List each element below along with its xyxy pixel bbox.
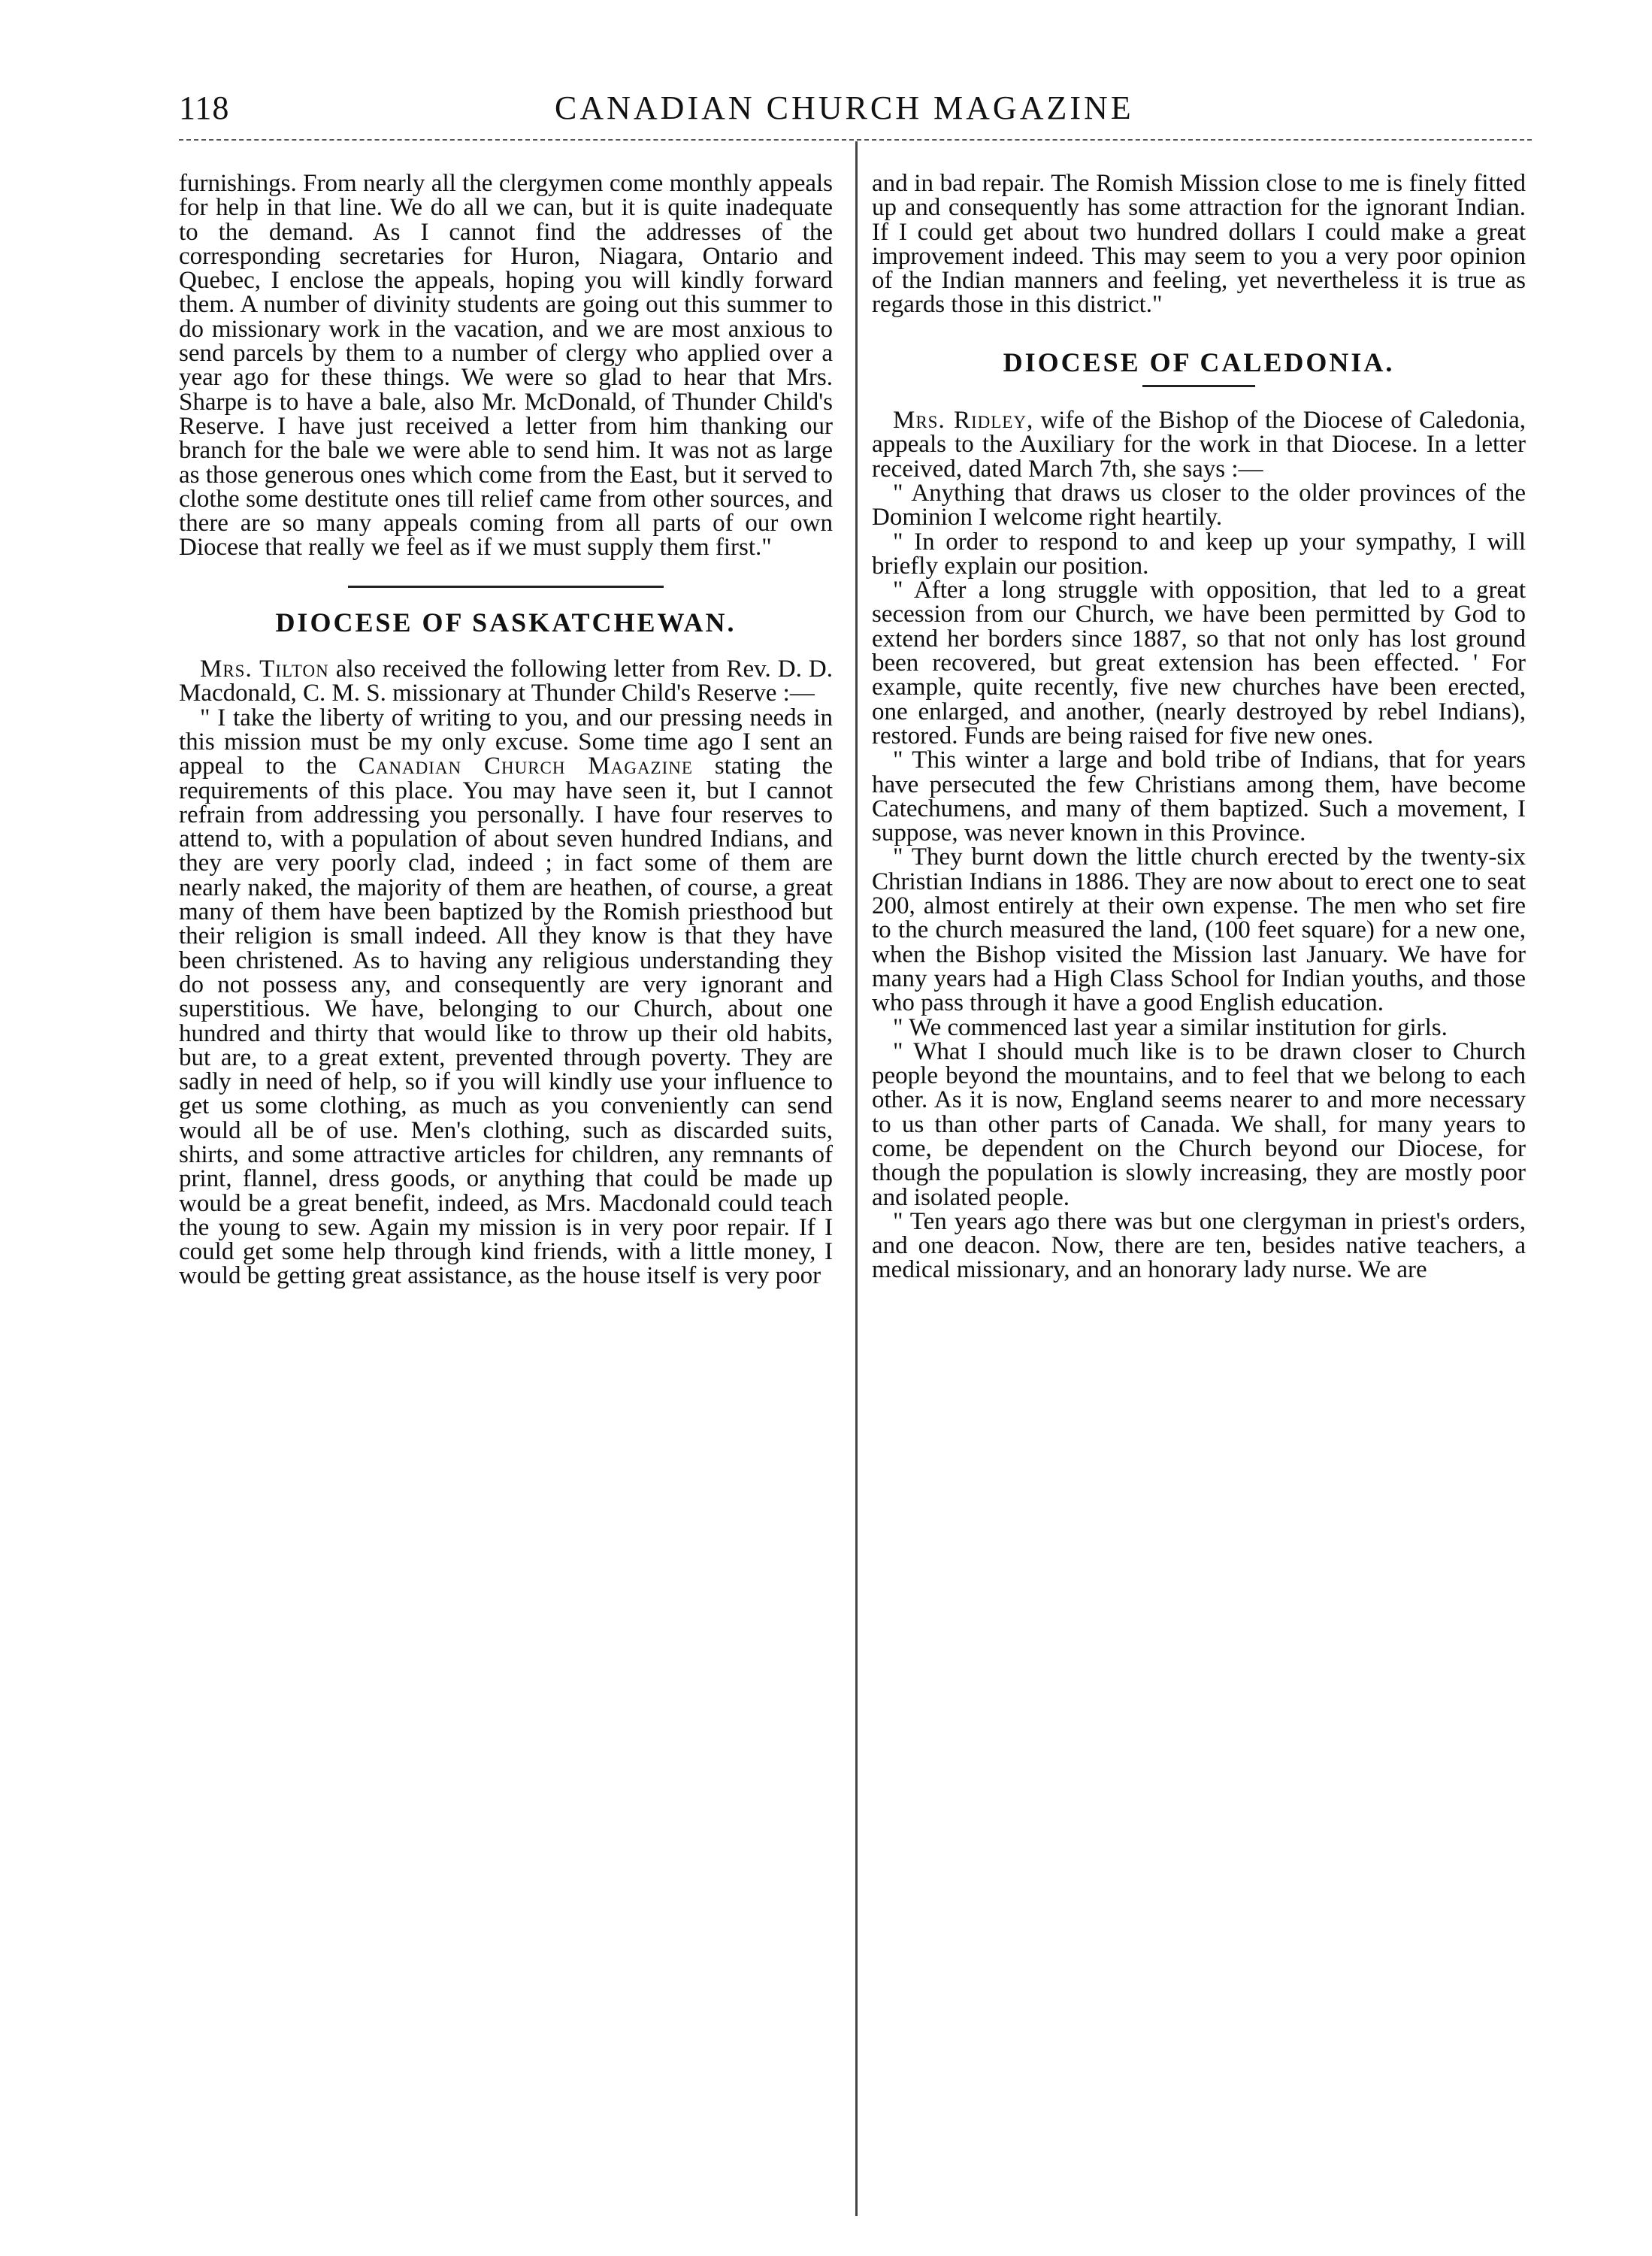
paragraph: " They burnt down the little church erected by the twenty-six Christian Indians in 1886. They are now about to erect one to seat 200, almost entirely at their own expense. The men who set fire to the church measured the land, (100 feet square) for a new one, when the Bishop visited the Mission last January. We have for many years had a High Class School for Indian youths, and those who pass through it have a good English education. — [872, 843, 1526, 1017]
intro-text: , wife of the Bishop of the Diocese of Caledonia, appeals to the Auxiliary for the work in that Diocese. In a letter received, dated March 7th, she says :— — [872, 407, 1526, 483]
section-heading-saskatchewan: DIOCESE OF SASKATCHEWAN. — [275, 607, 737, 637]
magazine-name: Canadian Church Magazine — [358, 753, 693, 780]
section-intro — [872, 408, 1526, 481]
left-column — [179, 171, 833, 1288]
intro-name: Mrs. Tilton — [200, 656, 329, 683]
column-divider — [855, 141, 858, 2216]
paragraph: " In order to respond to and keep up your sympathy, I will briefly explain our position. — [872, 528, 1526, 580]
paragraph: furnishings. From nearly all the clergymen come monthly appeals for help in that line. We do all we can, but it is quite inadequate to the demand. As I cannot find the addresses of the corresponding secretaries for Huron, Niagara, Ontario and Quebec, I enclose the appeals, hoping you will kindly forward them. A number of divinity students are going out this summer to do missionary work in the vacation, and we are most anxious to send parcels by them to a number of clergy who applied over a year ago for these things. We were so glad to hear that Mrs. Sharpe is to have a bale, also Mr. McDonald, of Thunder Child's Reserve. I have just received a letter from him thanking our branch for the bale we were able to send him. It was not as large as those generous ones which come from the East, but it served to clothe some destitute ones till relief came from other sources, and there are so many appeals coming from all parts of our own Diocese that really we feel as if we must supply them first." — [179, 170, 833, 562]
paragraph: " We commenced last year a similar institution for girls. — [893, 1013, 1448, 1041]
paragraph: " Anything that draws us closer to the older provinces of the Dominion I welcome right heartily. — [872, 479, 1526, 531]
section-heading-caledonia: DIOCESE OF CALEDONIA. — [1003, 347, 1395, 377]
header-rule — [179, 139, 1532, 141]
right-column — [872, 171, 1526, 1282]
intro-name: Mrs. Ridley — [893, 407, 1027, 435]
page-header — [179, 89, 1517, 134]
magazine-title: CANADIAN CHURCH MAGAZINE — [555, 89, 1134, 126]
page-number: 118 — [179, 89, 230, 126]
paragraph: " This winter a large and bold tribe of Indians, that for years have persecuted the few Christians among them, have become Catechumens, and many of them baptized. Such a movement, I suppose, was never known in this Province. — [872, 746, 1526, 847]
letter-paragraph: " I take the liberty of writing to you, and our pressing needs in this mission must be my only excuse. Some time ago I sent an appeal to the Canadian Church Magazine stating the requirements of this place. You may have seen it, but I cannot refrain from addressing you personally. I have four reserves to attend to, with a population of about seven hundred Indians, and they are very poorly clad, indeed ; in fact some of them are nearly naked, the majority of them are heathen, of course, a great many of them have been baptized by the Romish priesthood but their religion is small indeed. All they know is that they have been christened. As to having any religious understanding they do not possess any, and consequently are very ignorant and superstitious. We have, belonging to our Church, about one hundred and thirty that would like to throw up their old habits, but are, to a great extent, prevented through poverty. They are sadly in need of help, so if you will kindly use your influence to get us some clothing, as much as you conveniently can send would all be of use. Men's clothing, such as discarded suits, shirts, and some attractive articles for children, any remnants of print, flannel, dress goods, or anything that could be made up would be a great benefit, indeed, as Mrs. Macdonald could teach the young to sew. Again my mission is in very poor repair. If I could get some help through kind friends, with a little money, I would be getting great assistance, as the house itself is very poor — [179, 704, 834, 1290]
paragraph: and in bad repair. The Romish Mission close to me is finely fitted up and consequently has some attraction for the ignorant Indian. If I could get about two hundred dollars I could make a great improvement indeed. This may seem to you a very poor opinion of the Indian manners and feeling, yet nevertheless it is true as regards those in this district." — [872, 170, 1526, 319]
paragraph: " After a long struggle with opposition, that led to a great secession from our Church, we have been permitted by God to extend her borders since 1887, so that not only has lost ground been recovered, but great extension has been effected. ' For example, quite recently, five new churches have been erected, one enlarged, and another, (nearly destroyed by rebel Indians), restored. Funds are being raised for five new ones. — [872, 577, 1526, 749]
paragraph: " Ten years ago there was but one clergyman in priest's orders, and one deacon. Now, there are ten, besides native teachers, a medical missionary, and an honorary lady nurse. We are — [872, 1207, 1526, 1284]
paragraph: " What I should much like is to be drawn closer to Church people beyond the mountains, and to feel that we belong to each other. As it is now, England seems nearer to and more necessary to us than other parts of Canada. We shall, for many years to come, be dependent on the Church beyond our Diocese, for though the population is slowly increasing, they are mostly poor and isolated people. — [872, 1037, 1526, 1211]
section-intro — [179, 657, 833, 706]
intro-text: also received the following letter from Rev. D. D. Macdonald, C. M. S. missionary at Thunder Child's Reserve :— — [179, 656, 833, 707]
